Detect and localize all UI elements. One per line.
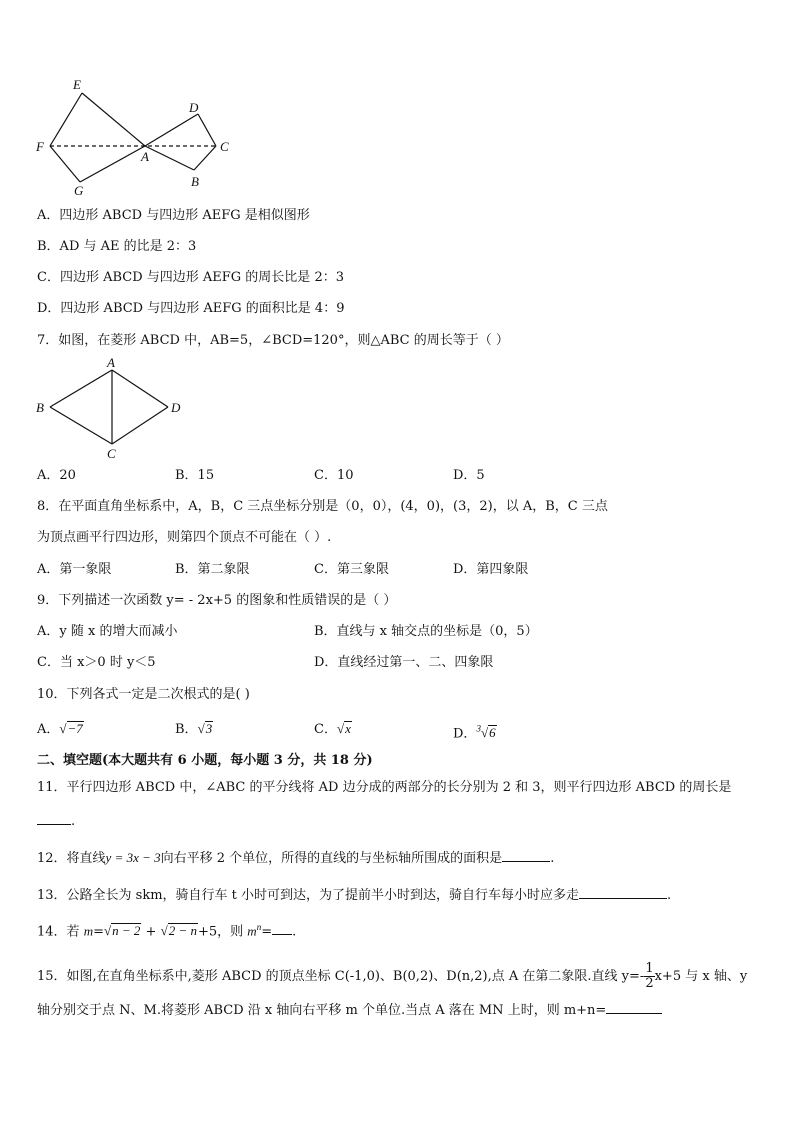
q14: 14．若 m=√n − 2 + √2 − n+5，则 $m^n=$ . xyxy=(37,922,297,940)
label-B: B xyxy=(36,400,44,415)
label-C: C xyxy=(107,446,116,461)
q8-stem-line1: 8．在平面直角坐标系中，A，B，C 三点坐标分别是（0，0），(4，0)，(3，2)，以 A，B，C 三点 xyxy=(37,499,608,514)
label-B: B xyxy=(191,174,199,189)
q8-option-c: C．第三象限 xyxy=(314,562,389,577)
q6-option-a: A．四边形 ABCD 与四边形 AEFG 是相似图形 xyxy=(37,208,310,223)
label-G: G xyxy=(74,183,84,198)
q9-stem: 9．下列描述一次函数 y= - 2x+5 的图象和性质错误的是（ ） xyxy=(37,593,397,608)
q15-pre: 15．如图,在直角坐标系中,菱形 ABCD 的顶点坐标 C(-1,0)、B(0,2)、D(n,2),点 A 在第二象限.直线 y=- xyxy=(37,969,645,984)
q12 xyxy=(37,847,554,868)
q13-blank[interactable] xyxy=(579,884,667,899)
figure-similar-quadrilaterals xyxy=(30,74,240,200)
q15-blank[interactable] xyxy=(606,999,662,1014)
q9-option-b: B．直线与 x 轴交点的坐标是（0，5） xyxy=(314,624,538,639)
q15-fraction: $\frac{1}{2}$ xyxy=(645,961,654,991)
q9-option-c: C．当 x＞0 时 y＜5 xyxy=(37,655,156,670)
q6-option-c: C．四边形 ABCD 与四边形 AEFG 的周长比是 2：3 xyxy=(37,270,344,285)
label-F: F xyxy=(36,139,44,154)
q11-answer-line xyxy=(37,810,75,831)
q13 xyxy=(37,884,671,905)
q10-option-d-index: 3 xyxy=(476,724,481,734)
label-D: D xyxy=(189,100,199,115)
q10-option-b-radicand: 3 xyxy=(205,721,213,736)
figure-rhombus xyxy=(30,355,190,463)
q12-pre: 12．将直线 xyxy=(37,851,106,866)
q12-end: . xyxy=(550,851,555,866)
q8-option-b: B．第二象限 xyxy=(175,562,250,577)
q15-post: x+5 与 x 轴、y xyxy=(654,969,748,984)
label-D: D xyxy=(171,400,181,415)
q7-stem: 7．如图，在菱形 ABCD 中，AB=5，∠BCD=120°，则△ABC 的周长等于（ ） xyxy=(37,333,509,348)
q9-option-d: D．直线经过第一、二、四象限 xyxy=(314,655,494,670)
section-heading-fill-blank: 二、填空题(本大题共有 6 小题，每小题 3 分，共 18 分) xyxy=(37,753,373,768)
label-A: A xyxy=(141,149,149,164)
q12-blank[interactable] xyxy=(502,847,550,862)
q7-option-d: D．5 xyxy=(453,468,485,483)
q14-blank[interactable] xyxy=(272,920,292,935)
q10-option-a-label: A． xyxy=(37,722,60,737)
q11-blank[interactable] xyxy=(37,810,71,825)
q14-pre: 14．若 xyxy=(37,924,84,940)
q11-end: . xyxy=(71,814,76,829)
q10-option-c-radicand: x xyxy=(345,721,351,736)
q10-option-a: A．√−7 xyxy=(37,721,83,737)
label-C: C xyxy=(220,139,229,154)
q14-radicand-2: 2 − n xyxy=(168,923,197,939)
q7-option-b: B．15 xyxy=(175,468,215,483)
q13-end: . xyxy=(667,888,672,903)
q11-stem: 11．平行四边形 ABCD 中，∠ABC 的平分线将 AD 边分成的两部分的长分别为 2 和 3，则平行四边形 ABCD 的周长是 xyxy=(37,780,732,795)
q15-line2: 轴分别交于点 N、M.将菱形 ABCD 沿 x 轴向右平移 m 个单位.当点 A 落在 MN 上时，则 m+n= xyxy=(37,999,662,1020)
q10-option-c: C．√x xyxy=(314,721,351,737)
q15-line1 xyxy=(37,962,747,991)
q13-text: 13．公路全长为 skm，骑自行车 t 小时可到达，为了提前半小时到达，骑自行车每小时应多走 xyxy=(37,888,580,903)
q8-stem-line2: 为顶点画平行四边形，则第四个顶点不可能在（ ）. xyxy=(37,530,332,545)
q14-radicand-1: n − 2 xyxy=(112,923,141,939)
q7-option-a: A．20 xyxy=(37,468,76,483)
q8-option-a: A．第一象限 xyxy=(37,562,112,577)
q10-option-a-radicand: −7 xyxy=(67,721,83,736)
q10-option-d-radicand: 6 xyxy=(489,725,496,741)
q9-option-a: A．y 随 x 的增大而减小 xyxy=(37,624,178,639)
q12-expr: y = 3x − 3 xyxy=(105,850,161,865)
q10-option-c-label: C． xyxy=(314,722,337,737)
q6-option-d: D．四边形 ABCD 与四边形 AEFG 的面积比是 4：9 xyxy=(37,301,345,316)
q10-option-b-label: B． xyxy=(175,722,198,737)
q7-option-c: C．10 xyxy=(314,468,354,483)
label-A: A xyxy=(107,355,115,370)
q12-post: 向右平移 2 个单位，所得的直线的与坐标轴所围成的面积是 xyxy=(160,851,503,866)
q10-stem: 10．下列各式一定是二次根式的是( ) xyxy=(37,687,250,702)
q6-option-b: B．AD 与 AE 的比是 2：3 xyxy=(37,239,197,254)
q10-option-d-label: D． xyxy=(453,726,477,742)
q10-option-b: B．√3 xyxy=(175,721,213,737)
q8-option-d: D．第四象限 xyxy=(453,562,529,577)
q10-option-d: D．$^3$√6 xyxy=(453,724,496,742)
label-E: E xyxy=(73,77,81,92)
